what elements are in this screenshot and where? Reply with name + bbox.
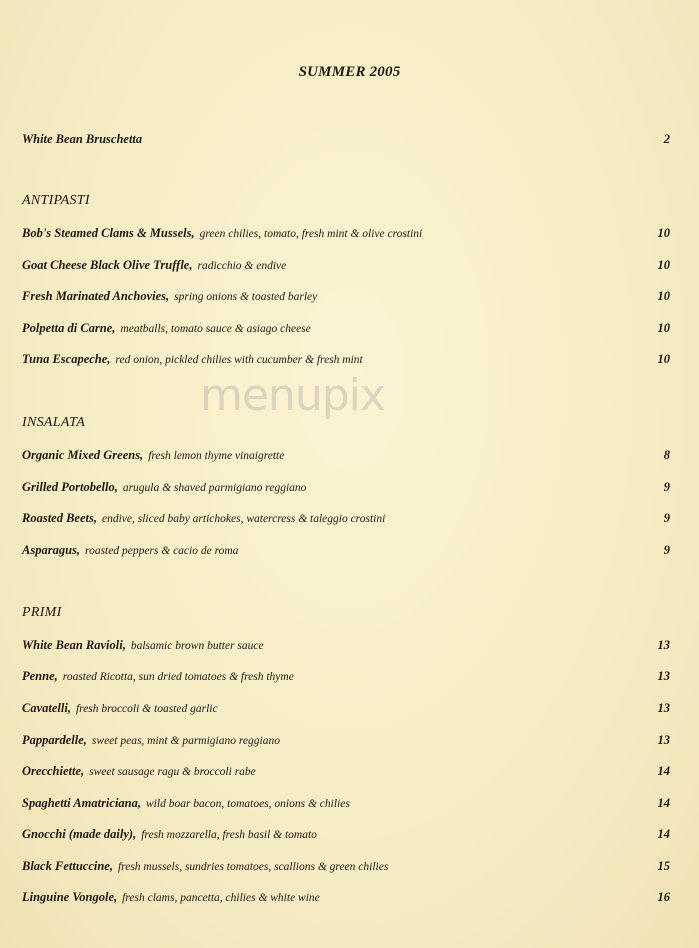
item-price: 10	[657, 352, 670, 366]
item-description: balsamic brown butter sauce	[130, 640, 264, 652]
menu-item	[22, 226, 670, 246]
item-description: fresh clams, pancetta, chilies & white wine	[122, 892, 320, 904]
item-name: Organic Mixed Greens,	[22, 448, 144, 462]
item-description: arugula & shaved parmigiano reggiano	[122, 482, 307, 494]
item-name: Tuna Escapeche,	[22, 352, 111, 366]
item-price: 2	[663, 132, 670, 146]
menu-item	[22, 669, 670, 689]
item-name: Pappardelle,	[22, 733, 87, 747]
item-price: 14	[657, 764, 670, 778]
item-price: 9	[663, 511, 670, 525]
item-price: 8	[663, 448, 670, 462]
menu-item	[22, 448, 670, 468]
item-name: Gnocchi (made daily),	[22, 827, 137, 841]
item-name: Spaghetti Amatriciana,	[22, 796, 142, 810]
section-heading-antipasti: ANTIPASTI	[22, 193, 90, 208]
item-description: green chilies, tomato, fresh mint & olive crostini	[199, 228, 423, 240]
menu-item	[22, 701, 670, 721]
menu-item	[22, 480, 670, 500]
item-name: Linguine Vongole,	[22, 890, 118, 904]
item-name: Grilled Portobello,	[22, 480, 118, 494]
item-price: 10	[657, 289, 670, 303]
item-description: radicchio & endive	[197, 260, 287, 272]
menu-item	[22, 289, 670, 309]
item-price: 9	[663, 543, 670, 557]
item-price: 10	[657, 226, 670, 240]
item-name: Bob's Steamed Clams & Mussels,	[22, 226, 195, 240]
item-name: Roasted Beets,	[22, 511, 97, 525]
item-name: Asparagus,	[22, 543, 81, 557]
item-name: Cavatelli,	[22, 701, 71, 715]
item-description: endive, sliced baby artichokes, watercress & taleggio crostini	[102, 513, 386, 525]
item-price: 10	[657, 321, 670, 335]
item-description: fresh lemon thyme vinaigrette	[148, 450, 285, 462]
item-price: 13	[657, 669, 670, 683]
item-price: 14	[657, 796, 670, 810]
item-description: meatballs, tomato sauce & asiago cheese	[120, 323, 311, 335]
item-description: roasted Ricotta, sun dried tomatoes & fresh thyme	[62, 671, 294, 683]
menu-item	[22, 321, 670, 341]
menu-item	[22, 638, 670, 658]
menu-item	[22, 543, 670, 563]
item-price: 13	[657, 638, 670, 652]
item-description: fresh mussels, sundries tomatoes, scallions & green chilies	[117, 861, 389, 873]
item-price: 16	[657, 890, 670, 904]
menu-item	[22, 890, 670, 910]
menu-item	[22, 796, 670, 816]
item-price: 10	[657, 258, 670, 272]
menu-item	[22, 258, 670, 278]
item-description: spring onions & toasted barley	[174, 291, 318, 303]
item-description: fresh mozzarella, fresh basil & tomato	[141, 829, 317, 841]
menupix-watermark: menupix	[200, 370, 385, 421]
item-name: White Bean Ravioli,	[22, 638, 126, 652]
section-heading-primi: PRIMI	[22, 605, 62, 620]
menu-item	[22, 352, 670, 372]
item-name: White Bean Bruschetta	[22, 132, 143, 146]
item-price: 13	[657, 733, 670, 747]
menu-item	[22, 859, 670, 879]
item-name: Polpetta di Carne,	[22, 321, 116, 335]
item-description: sweet peas, mint & parmigiano reggiano	[91, 735, 280, 747]
item-description: fresh broccoli & toasted garlic	[75, 703, 218, 715]
menu-item	[22, 764, 670, 784]
item-description: sweet sausage ragu & broccoli rabe	[89, 766, 256, 778]
menu-item	[22, 827, 670, 847]
section-heading-insalata: INSALATA	[22, 415, 86, 430]
item-price: 14	[657, 827, 670, 841]
menu-title: SUMMER 2005	[298, 64, 401, 80]
item-price: 9	[663, 480, 670, 494]
item-name: Penne,	[22, 669, 58, 683]
menu-item	[22, 733, 670, 753]
menu-item	[22, 511, 670, 531]
item-price: 13	[657, 701, 670, 715]
item-name: Goat Cheese Black Olive Truffle,	[22, 258, 193, 272]
item-price: 15	[657, 859, 670, 873]
item-name: Black Fettuccine,	[22, 859, 113, 873]
item-description: red onion, pickled chilies with cucumber & fresh mint	[115, 354, 363, 366]
item-name: Fresh Marinated Anchovies,	[22, 289, 170, 303]
menu-item	[22, 132, 670, 152]
item-name: Orecchiette,	[22, 764, 85, 778]
item-description: roasted peppers & cacio de roma	[85, 545, 239, 557]
item-description: wild boar bacon, tomatoes, onions & chilies	[146, 798, 350, 810]
